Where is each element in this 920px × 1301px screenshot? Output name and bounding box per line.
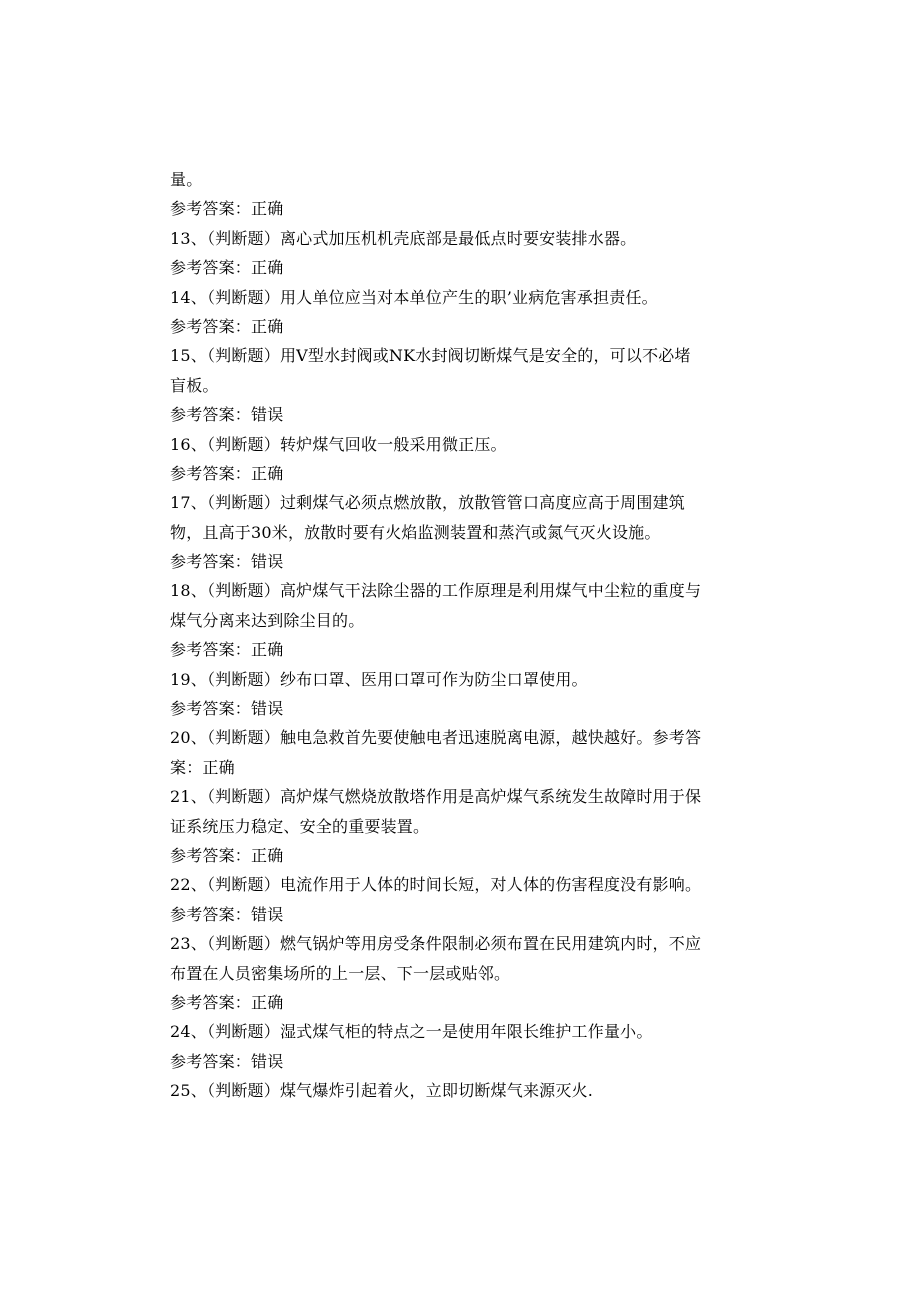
question-line: 16、（判断题）转炉煤气回收一般采用微正压。 <box>170 434 507 454</box>
question-line: 21、（判断题）高炉煤气燃烧放散塔作用是高炉煤气系统发生故障时用于保 <box>170 787 702 807</box>
answer-line: 参考答案：正确 <box>170 199 284 219</box>
question-line: 25、（判断题）煤气爆炸引起着火，立即切断煤气来源灭火. <box>170 1081 594 1101</box>
answer-line: 参考答案：错误 <box>170 552 284 572</box>
question-line: 20、（判断题）触电急救首先要使触电者迅速脱离电源，越快越好。参考答 <box>170 728 702 748</box>
question-line: 14、（判断题）用人单位应当对本单位产生的职’业病危害承担责任。 <box>170 287 658 307</box>
question-line: 15、（判断题）用V型水封阀或NK水封阀切断煤气是安全的，可以不必堵 <box>170 346 691 366</box>
answer-line: 参考答案：正确 <box>170 463 284 483</box>
answer-line: 参考答案：正确 <box>170 640 284 660</box>
answer-line: 参考答案：正确 <box>170 316 284 336</box>
question-continuation-line: 布置在人员密集场所的上一层、下一层或贴邻。 <box>170 963 511 983</box>
question-continuation-line: 物，且高于30米，放散时要有火焰监测装置和蒸汽或氮气灭火设施。 <box>170 522 661 542</box>
document-page <box>170 165 750 1106</box>
text-line: 量。 <box>170 170 203 189</box>
question-line: 17、（判断题）过剩煤气必须点燃放散，放散管管口高度应高于周围建筑 <box>170 493 685 513</box>
question-line: 24、（判断题）湿式煤气柜的特点之一是使用年限长维护工作量小。 <box>170 1022 653 1042</box>
answer-line: 参考答案：错误 <box>170 405 284 425</box>
answer-line: 参考答案：正确 <box>170 845 284 865</box>
question-continuation-line: 煤气分离来达到除尘目的。 <box>170 610 365 630</box>
question-line: 23、（判断题）燃气锅炉等用房受条件限制必须布置在民用建筑内时，不应 <box>170 934 702 954</box>
question-continuation-line: 证系统压力稳定、安全的重要装置。 <box>170 816 430 836</box>
question-line: 19、（判断题）纱布口罩、医用口罩可作为防尘口罩使用。 <box>170 669 588 689</box>
question-line: 13、（判断题）离心式加压机机壳底部是最低点时要安装排水器。 <box>170 228 637 248</box>
answer-line: 参考答案：错误 <box>170 904 284 924</box>
question-line: 22、（判断题）电流作用于人体的时间长短，对人体的伤害程度没有影响。 <box>170 875 702 895</box>
answer-line: 参考答案：错误 <box>170 699 284 719</box>
answer-line: 参考答案：错误 <box>170 1051 284 1071</box>
question-line: 18、（判断题）高炉煤气干法除尘器的工作原理是利用煤气中尘粒的重度与 <box>170 581 702 601</box>
answer-continuation-line: 案：正确 <box>170 757 235 777</box>
answer-line: 参考答案：正确 <box>170 992 284 1012</box>
answer-line: 参考答案：正确 <box>170 258 284 278</box>
question-continuation-line: 盲板。 <box>170 375 219 395</box>
